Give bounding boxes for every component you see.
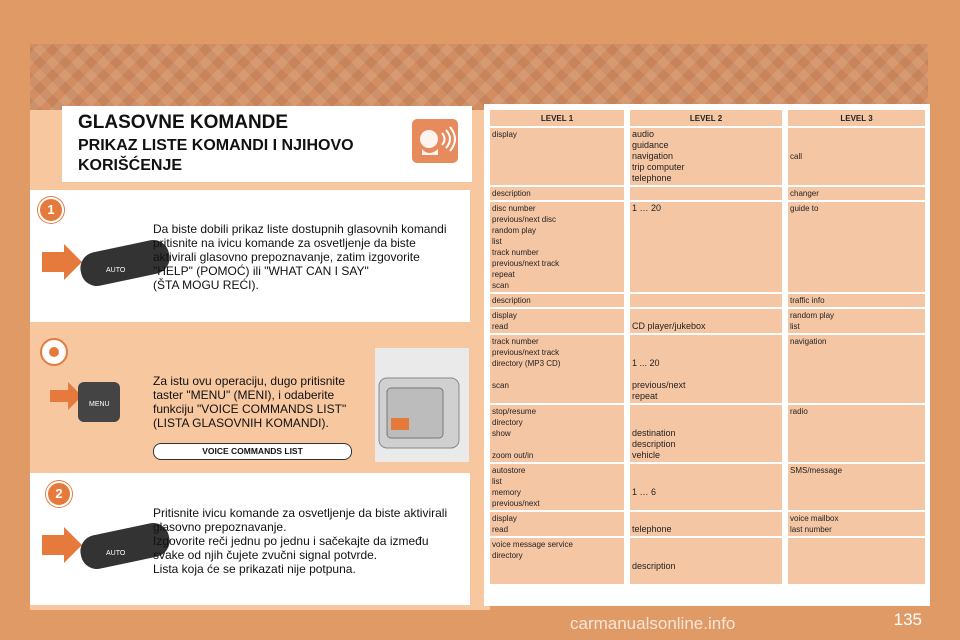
step-2-text: Pritisnite ivicu komande za osvetljenje da biste aktivirali glasovno prepoznavanje. Izgovorite reči jednu po jednu i sačekajte da između svake od njih čujete zvučni signal potvrde. Lista koja će se prikazati nije potpuna. [153,506,448,576]
table-row [490,187,925,202]
table-cell-level-3: guide to [788,202,925,294]
step-2-badge: 2 [46,481,72,507]
voice-commands-list-button[interactable]: VOICE COMMANDS LIST [153,443,352,460]
table-row [490,128,925,187]
voice-commands-table [490,110,925,586]
table-cell-level-1: disc number previous/next disc random play list track number previous/next track repeat scan [490,202,630,294]
page-number: 135 [893,610,922,629]
step-1-badge: 1 [38,197,64,223]
table-cell-level-2: 1 … 20 [630,202,788,294]
watermark-text: carmanualsonline.info [570,614,736,633]
table-cell-level-3 [788,538,925,586]
menu-key-illustration [48,378,128,428]
table-row [490,335,925,405]
table-cell-level-3: radio [788,405,925,464]
table-cell-level-1: display read [490,512,630,538]
table-cell-level-3: traffic info [788,294,925,309]
header-level-1: LEVEL 1 [490,110,630,128]
table-cell-level-2: telephone [630,512,788,538]
page-subtitle: PRIKAZ LISTE KOMANDI I NJIHOVO KORIŠĆENJE [78,137,354,174]
table-cell-level-1: description [490,294,630,309]
table-cell-level-3: voice mailbox last number [788,512,925,538]
table-header-row [490,110,925,128]
table-cell-level-2: description [630,538,788,586]
table-cell-level-3: SMS/message [788,464,925,512]
table-cell-level-2: audio guidance navigation trip computer telephone [630,128,788,187]
stalk-auto-label-1: AUTO [106,267,126,274]
table-row [490,202,925,294]
header-level-3: LEVEL 3 [788,110,925,128]
table-cell-level-3: random play list [788,309,925,335]
table-cell-level-2: 1 … 6 [630,464,788,512]
table-row [490,294,925,309]
table-cell-level-1: autostore list memory previous/next [490,464,630,512]
dashboard-illustration [375,348,469,462]
table-cell-level-3: changer [788,187,925,202]
table-cell-level-3: call [788,128,925,187]
header-hatch-band [30,44,928,110]
table-cell-level-2: CD player/jukebox [630,309,788,335]
table-cell-level-2: 1 ... 20 previous/next repeat [630,335,788,405]
menu-key-label: MENU [89,401,110,408]
table-cell-level-2 [630,187,788,202]
step-1-text: Da biste dobili prikaz liste dostupnih glasovnih komandi pritisnite na ivicu komande za osvetljenje da biste aktivirali glasovno prepoznavanje, zatim izgovorite "HELP" (POMOĆ) ili "WHAT CAN I SAY" (ŠTA MOGU REĆI). [153,222,447,292]
table-cell-level-2 [630,294,788,309]
table-row [490,309,925,335]
light-tip-icon [40,338,68,366]
table-cell-level-1: track number previous/next track directory (MP3 CD) scan [490,335,630,405]
voice-speak-icon [412,119,458,163]
stalk-auto-label-2: AUTO [106,550,126,557]
table-cell-level-3: navigation [788,335,925,405]
table-row [490,538,925,586]
page-title: GLASOVNE KOMANDE [78,112,289,133]
step-tip-text: Za istu ovu operaciju, dugo pritisnite taster "MENU" (MENI), i odaberite funkciju "VOICE COMMANDS LIST" (LISTA GLASOVNIH KOMANDI). [153,374,347,430]
header-level-2: LEVEL 2 [630,110,788,128]
table-cell-level-1: display [490,128,630,187]
table-cell-level-1: display read [490,309,630,335]
table-row [490,405,925,464]
table-cell-level-1: description [490,187,630,202]
table-row [490,512,925,538]
table-cell-level-1: stop/resume directory show zoom out/in [490,405,630,464]
table-cell-level-2: destination description vehicle [630,405,788,464]
table-cell-level-1: voice message service directory [490,538,630,586]
table-row [490,464,925,512]
